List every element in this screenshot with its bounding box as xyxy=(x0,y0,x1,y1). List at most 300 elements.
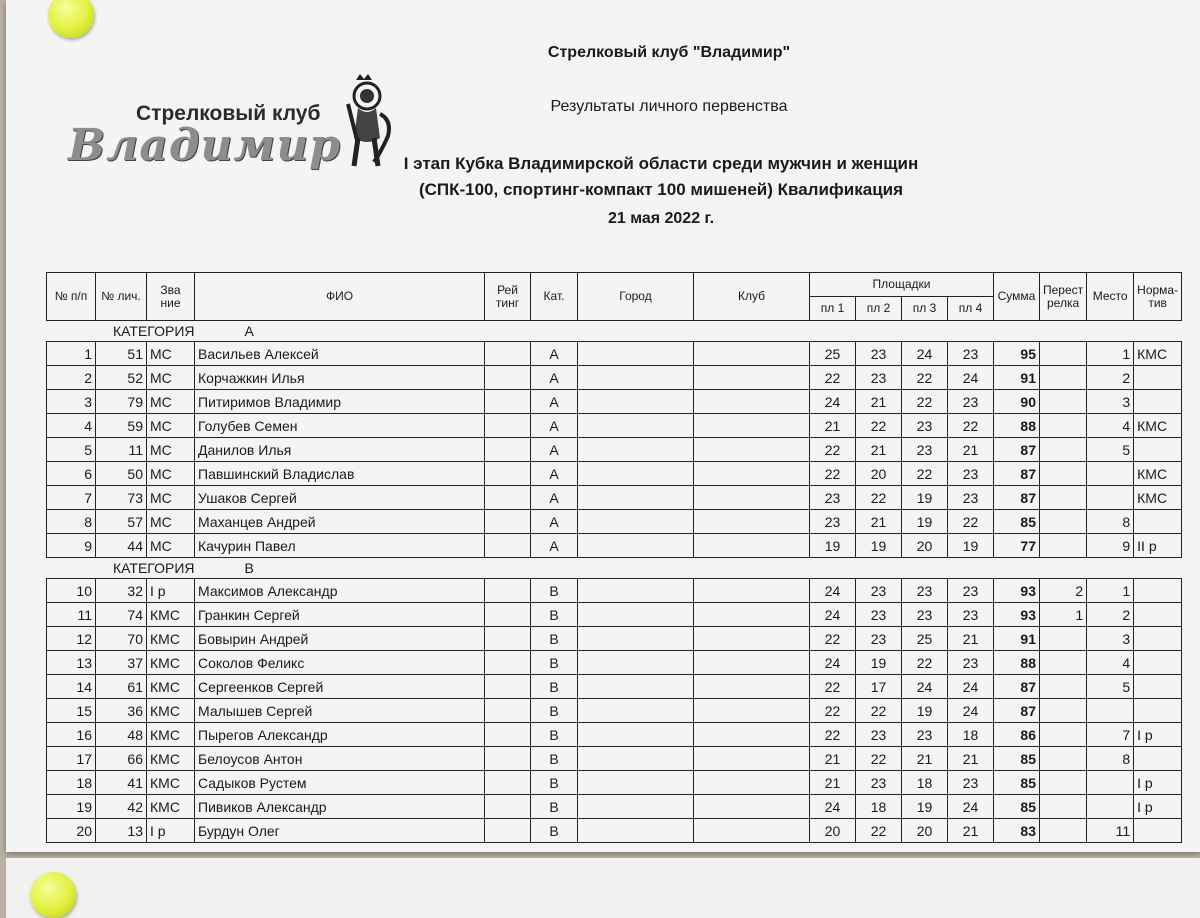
cell-city xyxy=(578,579,694,603)
cell-shootoff xyxy=(1040,819,1087,843)
cell-pers: 44 xyxy=(96,534,147,558)
cell-norm xyxy=(1134,603,1182,627)
table-row xyxy=(47,414,1182,438)
cell-pers: 66 xyxy=(96,747,147,771)
cell-cat: B xyxy=(531,603,578,627)
cell-num: 17 xyxy=(47,747,96,771)
cell-shootoff xyxy=(1040,771,1087,795)
table-row xyxy=(47,675,1182,699)
cell-shootoff xyxy=(1040,366,1087,390)
club-title: Стрелковый клуб "Владимир" xyxy=(547,44,791,61)
cell-city xyxy=(578,723,694,747)
cell-place xyxy=(1087,795,1134,819)
cell-city xyxy=(578,747,694,771)
table-row xyxy=(47,699,1182,723)
cell-norm: КМС xyxy=(1134,462,1182,486)
cell-club xyxy=(694,414,810,438)
cell-num: 20 xyxy=(47,819,96,843)
col-area-3: пл 3 xyxy=(902,297,948,321)
cell-shootoff xyxy=(1040,699,1087,723)
cell-norm xyxy=(1134,675,1182,699)
cell-pers: 36 xyxy=(96,699,147,723)
cell-cat: A xyxy=(531,438,578,462)
cell-shootoff xyxy=(1040,486,1087,510)
cell-rating xyxy=(485,795,531,819)
cell-shootoff xyxy=(1040,438,1087,462)
cell-pers: 50 xyxy=(96,462,147,486)
cell-area-1: 22 xyxy=(810,699,856,723)
cell-area-4: 24 xyxy=(948,675,994,699)
table-row xyxy=(47,342,1182,366)
cell-club xyxy=(694,747,810,771)
results-body xyxy=(47,321,1182,843)
cell-num: 3 xyxy=(47,390,96,414)
cell-pers: 11 xyxy=(96,438,147,462)
cell-shootoff xyxy=(1040,342,1087,366)
cell-rating xyxy=(485,579,531,603)
cell-num: 14 xyxy=(47,675,96,699)
cell-area-3: 22 xyxy=(902,462,948,486)
category-label: КАТЕГОРИЯ xyxy=(113,323,195,339)
cell-pers: 57 xyxy=(96,510,147,534)
cell-cat: A xyxy=(531,342,578,366)
cell-place: 4 xyxy=(1087,414,1134,438)
cell-area-1: 22 xyxy=(810,366,856,390)
cell-sum: 88 xyxy=(994,414,1040,438)
cell-area-4: 23 xyxy=(948,342,994,366)
cell-area-3: 22 xyxy=(902,366,948,390)
cell-norm: КМС xyxy=(1134,486,1182,510)
cell-num: 7 xyxy=(47,486,96,510)
cell-area-1: 22 xyxy=(810,462,856,486)
cell-area-3: 23 xyxy=(902,438,948,462)
cell-area-3: 20 xyxy=(902,819,948,843)
cell-sum: 85 xyxy=(994,747,1040,771)
cell-rating xyxy=(485,771,531,795)
cell-fio: Малышев Сергей xyxy=(195,699,485,723)
table-row xyxy=(47,462,1182,486)
cell-area-2: 23 xyxy=(856,627,902,651)
cell-area-2: 23 xyxy=(856,579,902,603)
cell-norm xyxy=(1134,819,1182,843)
cell-cat: B xyxy=(531,723,578,747)
cell-cat: B xyxy=(531,819,578,843)
category-header-cell xyxy=(47,558,1182,579)
col-place: Место xyxy=(1087,273,1134,321)
stage-line: I этап Кубка Владимирской области среди мужчин и женщин xyxy=(403,154,919,173)
cell-num: 6 xyxy=(47,462,96,486)
cell-fio: Голубев Семен xyxy=(195,414,485,438)
cell-rating xyxy=(485,342,531,366)
cell-sum: 87 xyxy=(994,486,1040,510)
cell-place xyxy=(1087,462,1134,486)
cell-rating xyxy=(485,534,531,558)
cell-num: 11 xyxy=(47,603,96,627)
category-header-row xyxy=(47,558,1182,579)
cell-area-3: 19 xyxy=(902,699,948,723)
cell-area-2: 21 xyxy=(856,438,902,462)
cell-place: 11 xyxy=(1087,819,1134,843)
cell-area-4: 18 xyxy=(948,723,994,747)
cell-area-4: 23 xyxy=(948,651,994,675)
cell-city xyxy=(578,675,694,699)
cell-area-3: 25 xyxy=(902,627,948,651)
cell-fio: Соколов Феликс xyxy=(195,651,485,675)
cell-cat: B xyxy=(531,651,578,675)
cell-area-4: 22 xyxy=(948,510,994,534)
cell-shootoff xyxy=(1040,627,1087,651)
table-row xyxy=(47,771,1182,795)
cell-area-1: 22 xyxy=(810,438,856,462)
cell-num: 15 xyxy=(47,699,96,723)
cell-norm: КМС xyxy=(1134,414,1182,438)
cell-place: 2 xyxy=(1087,366,1134,390)
col-area-1: пл 1 xyxy=(810,297,856,321)
cell-area-1: 22 xyxy=(810,627,856,651)
cell-place xyxy=(1087,771,1134,795)
cell-area-4: 21 xyxy=(948,438,994,462)
cell-fio: Пивиков Александр xyxy=(195,795,485,819)
cell-area-1: 25 xyxy=(810,342,856,366)
cell-rank: I р xyxy=(147,579,195,603)
cell-cat: A xyxy=(531,366,578,390)
club-logo xyxy=(68,94,408,184)
cell-city xyxy=(578,699,694,723)
cell-pers: 73 xyxy=(96,486,147,510)
table-row xyxy=(47,579,1182,603)
cell-pers: 37 xyxy=(96,651,147,675)
cell-shootoff xyxy=(1040,390,1087,414)
col-num: № п/п xyxy=(47,273,96,321)
cell-area-2: 22 xyxy=(856,486,902,510)
cell-pers: 41 xyxy=(96,771,147,795)
cell-sum: 87 xyxy=(994,699,1040,723)
cell-pers: 61 xyxy=(96,675,147,699)
cell-area-3: 21 xyxy=(902,747,948,771)
cell-rank: КМС xyxy=(147,627,195,651)
cell-area-4: 21 xyxy=(948,819,994,843)
cell-sum: 91 xyxy=(994,366,1040,390)
cell-rank: КМС xyxy=(147,699,195,723)
cell-city xyxy=(578,795,694,819)
cell-rank: МС xyxy=(147,342,195,366)
cell-club xyxy=(694,603,810,627)
cell-area-1: 23 xyxy=(810,486,856,510)
cell-sum: 85 xyxy=(994,795,1040,819)
cell-city xyxy=(578,651,694,675)
cell-cat: A xyxy=(531,510,578,534)
cell-cat: B xyxy=(531,675,578,699)
cell-area-4: 22 xyxy=(948,414,994,438)
cell-area-1: 24 xyxy=(810,603,856,627)
cell-rating xyxy=(485,651,531,675)
cell-area-1: 24 xyxy=(810,795,856,819)
cell-rank: КМС xyxy=(147,795,195,819)
cell-area-3: 24 xyxy=(902,342,948,366)
cell-area-2: 20 xyxy=(856,462,902,486)
cell-area-1: 19 xyxy=(810,534,856,558)
cell-area-1: 21 xyxy=(810,771,856,795)
cell-area-1: 22 xyxy=(810,723,856,747)
cell-rating xyxy=(485,603,531,627)
cell-city xyxy=(578,627,694,651)
col-area-2: пл 2 xyxy=(856,297,902,321)
col-club: Клуб xyxy=(694,273,810,321)
cell-fio: Пырегов Александр xyxy=(195,723,485,747)
cell-norm: II р xyxy=(1134,534,1182,558)
cell-rating xyxy=(485,462,531,486)
cell-area-2: 22 xyxy=(856,747,902,771)
cell-fio: Ушаков Сергей xyxy=(195,486,485,510)
cell-norm xyxy=(1134,699,1182,723)
cell-rating xyxy=(485,486,531,510)
cell-place: 3 xyxy=(1087,390,1134,414)
cell-place xyxy=(1087,486,1134,510)
cell-area-2: 19 xyxy=(856,651,902,675)
cell-cat: A xyxy=(531,486,578,510)
cell-club xyxy=(694,534,810,558)
cell-area-2: 23 xyxy=(856,771,902,795)
cell-place: 1 xyxy=(1087,579,1134,603)
cell-num: 1 xyxy=(47,342,96,366)
cell-shootoff xyxy=(1040,747,1087,771)
cell-area-3: 19 xyxy=(902,486,948,510)
cell-area-2: 23 xyxy=(856,342,902,366)
category-header-row xyxy=(47,321,1182,342)
cell-sum: 93 xyxy=(994,603,1040,627)
cell-norm: КМС xyxy=(1134,342,1182,366)
cell-rating xyxy=(485,510,531,534)
category-header-cell xyxy=(47,321,1182,342)
cell-area-4: 19 xyxy=(948,534,994,558)
cell-area-4: 23 xyxy=(948,603,994,627)
cell-area-2: 21 xyxy=(856,510,902,534)
table-row xyxy=(47,627,1182,651)
cell-pers: 13 xyxy=(96,819,147,843)
cell-pers: 52 xyxy=(96,366,147,390)
table-row xyxy=(47,795,1182,819)
cell-area-3: 22 xyxy=(902,651,948,675)
cell-club xyxy=(694,771,810,795)
cell-area-2: 23 xyxy=(856,723,902,747)
cell-num: 4 xyxy=(47,414,96,438)
cell-area-1: 24 xyxy=(810,390,856,414)
cell-area-4: 23 xyxy=(948,390,994,414)
cell-fio: Бурдун Олег xyxy=(195,819,485,843)
cell-sum: 88 xyxy=(994,651,1040,675)
cell-num: 2 xyxy=(47,366,96,390)
cell-club xyxy=(694,699,810,723)
col-sum: Сумма xyxy=(994,273,1040,321)
format-line: (СПК-100, спортинг-компакт 100 мишеней) Квалификация xyxy=(418,180,904,199)
col-area-4: пл 4 xyxy=(948,297,994,321)
cell-norm xyxy=(1134,747,1182,771)
lion-emblem-icon xyxy=(334,74,400,170)
cell-rating xyxy=(485,414,531,438)
col-rating: Рей тинг xyxy=(485,273,531,321)
cell-area-3: 23 xyxy=(902,723,948,747)
cell-sum: 86 xyxy=(994,723,1040,747)
cell-area-2: 21 xyxy=(856,390,902,414)
cell-norm xyxy=(1134,366,1182,390)
cell-pers: 32 xyxy=(96,579,147,603)
cell-rating xyxy=(485,747,531,771)
cell-area-4: 24 xyxy=(948,366,994,390)
results-sheet xyxy=(6,0,1200,852)
cell-rank: КМС xyxy=(147,651,195,675)
cell-norm xyxy=(1134,651,1182,675)
cell-num: 12 xyxy=(47,627,96,651)
cell-fio: Гранкин Сергей xyxy=(195,603,485,627)
cell-sum: 93 xyxy=(994,579,1040,603)
cell-norm xyxy=(1134,438,1182,462)
date-line: 21 мая 2022 г. xyxy=(607,210,715,227)
cell-cat: B xyxy=(531,747,578,771)
cell-rank: I р xyxy=(147,819,195,843)
cell-city xyxy=(578,390,694,414)
cell-city xyxy=(578,534,694,558)
cell-rank: МС xyxy=(147,534,195,558)
cell-rating xyxy=(485,366,531,390)
cell-place: 8 xyxy=(1087,510,1134,534)
cell-area-4: 21 xyxy=(948,747,994,771)
cell-rating xyxy=(485,675,531,699)
cell-city xyxy=(578,342,694,366)
cell-area-4: 24 xyxy=(948,795,994,819)
cell-rank: КМС xyxy=(147,723,195,747)
push-pin-icon xyxy=(30,872,76,918)
cell-sum: 87 xyxy=(994,438,1040,462)
cell-shootoff xyxy=(1040,795,1087,819)
cell-area-1: 20 xyxy=(810,819,856,843)
cell-city xyxy=(578,819,694,843)
cell-area-1: 23 xyxy=(810,510,856,534)
cell-area-3: 23 xyxy=(902,603,948,627)
cell-shootoff: 1 xyxy=(1040,603,1087,627)
results-table xyxy=(46,272,1182,843)
cell-pers: 70 xyxy=(96,627,147,651)
cell-area-1: 21 xyxy=(810,414,856,438)
cell-sum: 95 xyxy=(994,342,1040,366)
cell-club xyxy=(694,486,810,510)
cell-area-2: 22 xyxy=(856,699,902,723)
cell-place: 1 xyxy=(1087,342,1134,366)
cell-area-3: 19 xyxy=(902,510,948,534)
cell-sum: 87 xyxy=(994,462,1040,486)
cell-fio: Павшинский Владислав xyxy=(195,462,485,486)
cell-shootoff xyxy=(1040,723,1087,747)
cell-sum: 77 xyxy=(994,534,1040,558)
cell-rating xyxy=(485,390,531,414)
cell-place: 5 xyxy=(1087,438,1134,462)
cell-fio: Корчажкин Илья xyxy=(195,366,485,390)
col-norm: Норма- тив xyxy=(1134,273,1182,321)
col-fio: ФИО xyxy=(195,273,485,321)
cell-area-2: 19 xyxy=(856,534,902,558)
cell-fio: Садыков Рустем xyxy=(195,771,485,795)
logo-top-text: Стрелковый клуб xyxy=(136,102,321,125)
cell-sum: 90 xyxy=(994,390,1040,414)
cell-rank: КМС xyxy=(147,603,195,627)
cell-sum: 85 xyxy=(994,771,1040,795)
category-letter: B xyxy=(244,560,254,576)
table-row xyxy=(47,486,1182,510)
cell-area-4: 23 xyxy=(948,771,994,795)
cell-area-3: 23 xyxy=(902,579,948,603)
cell-club xyxy=(694,819,810,843)
cell-city xyxy=(578,510,694,534)
cell-sum: 83 xyxy=(994,819,1040,843)
cell-area-2: 23 xyxy=(856,366,902,390)
cell-city xyxy=(578,366,694,390)
cell-fio: Питиримов Владимир xyxy=(195,390,485,414)
cell-area-4: 24 xyxy=(948,699,994,723)
col-pers: № лич. xyxy=(96,273,147,321)
table-row xyxy=(47,747,1182,771)
col-cat: Кат. xyxy=(531,273,578,321)
cell-fio: Белоусов Антон xyxy=(195,747,485,771)
cell-norm xyxy=(1134,579,1182,603)
cell-area-4: 21 xyxy=(948,627,994,651)
cell-area-1: 21 xyxy=(810,747,856,771)
cell-shootoff xyxy=(1040,675,1087,699)
cell-rating xyxy=(485,699,531,723)
cell-cat: B xyxy=(531,699,578,723)
category-letter: A xyxy=(244,323,254,339)
cell-norm xyxy=(1134,510,1182,534)
cell-club xyxy=(694,366,810,390)
cell-area-4: 23 xyxy=(948,486,994,510)
cell-area-3: 24 xyxy=(902,675,948,699)
table-row xyxy=(47,534,1182,558)
table-row xyxy=(47,438,1182,462)
cell-club xyxy=(694,723,810,747)
cell-fio: Бовырин Андрей xyxy=(195,627,485,651)
cell-rank: МС xyxy=(147,486,195,510)
cell-rank: МС xyxy=(147,462,195,486)
cell-pers: 51 xyxy=(96,342,147,366)
table-row xyxy=(47,603,1182,627)
cell-club xyxy=(694,390,810,414)
cell-club xyxy=(694,510,810,534)
cell-shootoff: 2 xyxy=(1040,579,1087,603)
cell-num: 10 xyxy=(47,579,96,603)
cell-club xyxy=(694,579,810,603)
cell-num: 8 xyxy=(47,510,96,534)
cell-sum: 85 xyxy=(994,510,1040,534)
cell-shootoff xyxy=(1040,510,1087,534)
cell-rank: МС xyxy=(147,414,195,438)
cell-area-3: 22 xyxy=(902,390,948,414)
cell-fio: Васильев Алексей xyxy=(195,342,485,366)
cell-club xyxy=(694,795,810,819)
cell-num: 5 xyxy=(47,438,96,462)
cell-cat: B xyxy=(531,771,578,795)
cell-cat: A xyxy=(531,534,578,558)
cell-city xyxy=(578,771,694,795)
cell-rating xyxy=(485,438,531,462)
cell-area-2: 23 xyxy=(856,603,902,627)
col-shootoff: Перест релка xyxy=(1040,273,1087,321)
cell-city xyxy=(578,462,694,486)
cell-place: 8 xyxy=(1087,747,1134,771)
cell-rank: КМС xyxy=(147,675,195,699)
cell-rank: КМС xyxy=(147,747,195,771)
cell-city xyxy=(578,486,694,510)
cell-sum: 91 xyxy=(994,627,1040,651)
cell-area-2: 22 xyxy=(856,414,902,438)
cell-shootoff xyxy=(1040,414,1087,438)
